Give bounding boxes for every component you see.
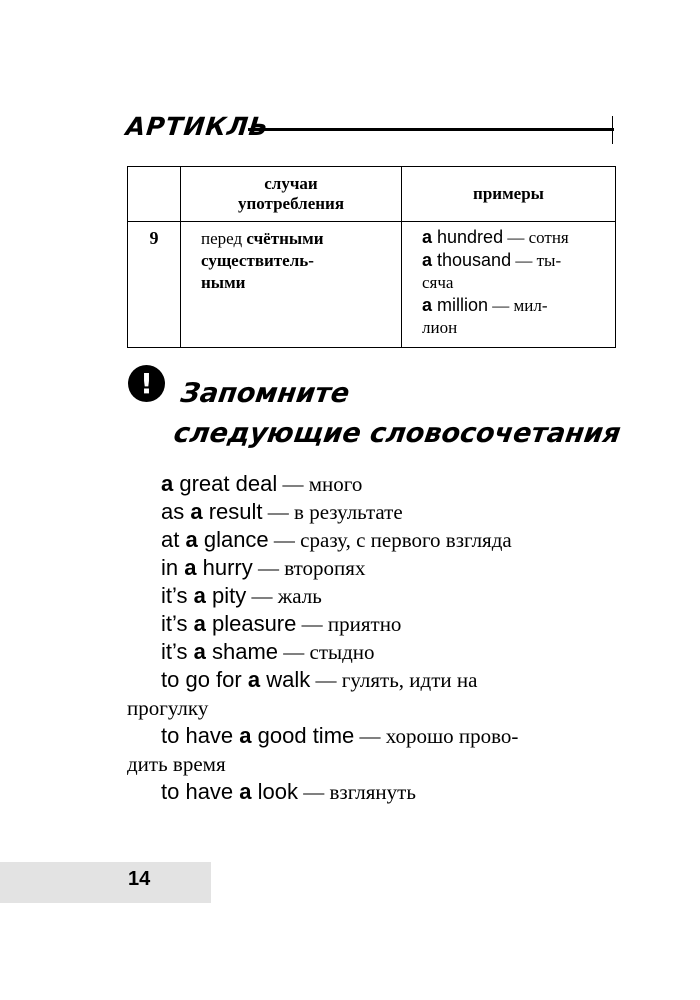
list-item: it’s a pity — жаль (161, 583, 322, 608)
example-line: a million — мил- (422, 295, 548, 315)
case-bold-3: ными (201, 273, 246, 292)
page-number-box (0, 862, 211, 903)
page-header (126, 112, 616, 152)
exclamation-icon: ! (128, 365, 165, 402)
list-item-continuation: дить время (127, 752, 226, 776)
list-item: to go for a walk — гулять, идти на (161, 667, 478, 692)
example-line: сяча (422, 273, 454, 292)
remember-title-line2: следующие словосочетания (171, 418, 623, 449)
row-case (181, 222, 402, 348)
table-header-row (128, 167, 616, 222)
row-examples (402, 222, 616, 348)
example-line: a hundred — сотня (422, 227, 569, 247)
example-line: a thousand — ты- (422, 250, 562, 270)
header-case-line1: случаи (264, 174, 318, 193)
header-rule-end (612, 116, 613, 144)
example-line: лион (422, 318, 458, 337)
case-bold-1: счётными (246, 229, 324, 248)
list-item: it’s a shame — стыдно (161, 639, 375, 664)
page-number: 14 (128, 868, 151, 890)
phrase-list (127, 470, 617, 806)
header-number-cell (128, 167, 181, 222)
section-title: АРТИКЛЬ (124, 112, 271, 141)
rules-table (127, 166, 616, 348)
list-item: as a result — в результате (161, 499, 403, 524)
table-row (128, 222, 616, 348)
header-case-line2: употребления (237, 194, 345, 213)
list-item: in a hurry — второпях (161, 555, 366, 580)
header-rule (248, 128, 614, 131)
list-item: at a glance — сразу, с первого взгляда (161, 527, 512, 552)
case-bold-2: существитель- (201, 251, 314, 270)
list-item-continuation: прогулку (127, 696, 209, 720)
header-case-cell (181, 167, 402, 222)
list-item: to have a good time — хорошо прово- (161, 723, 519, 748)
case-prefix: перед (201, 229, 247, 248)
header-examples-cell: примеры (402, 167, 616, 222)
list-item: it’s a pleasure — приятно (161, 611, 402, 636)
remember-title-line1: Запомните (178, 378, 352, 409)
row-number: 9 (128, 222, 181, 348)
list-item: a great deal — много (161, 471, 363, 496)
list-item: to have a look — взглянуть (161, 779, 416, 804)
